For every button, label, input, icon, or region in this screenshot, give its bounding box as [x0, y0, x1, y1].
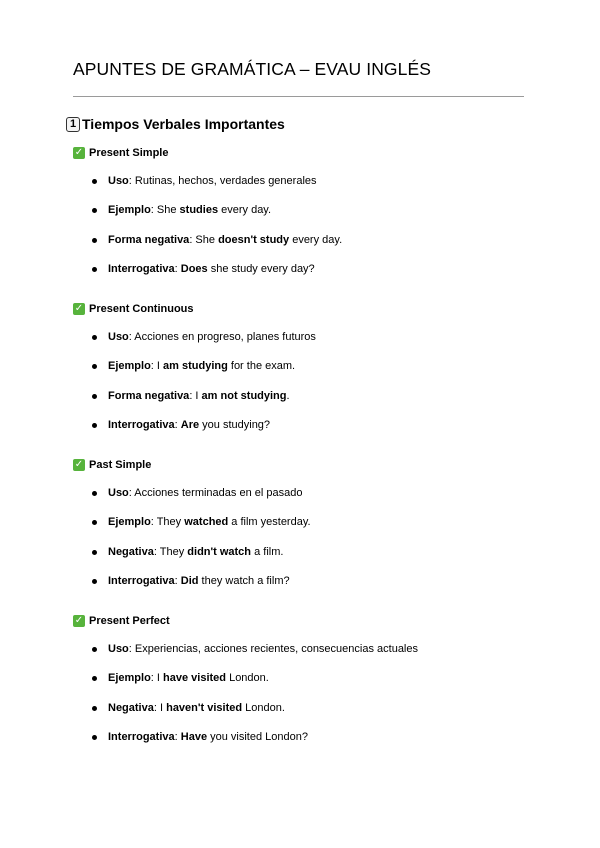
document-title: APUNTES DE GRAMÁTICA – EVAU INGLÉS	[73, 59, 432, 79]
tense-block	[73, 457, 543, 589]
item-label: Forma negativa	[108, 389, 190, 402]
item-text: you visited London?	[207, 730, 308, 743]
tense-heading	[73, 457, 543, 473]
item-text: for the exam.	[227, 360, 296, 373]
item-text: :	[174, 730, 181, 743]
item-label: Forma negativa	[108, 233, 190, 246]
list-item	[73, 485, 543, 501]
item-text: : They	[153, 545, 188, 558]
section-title: Tiempos Verbales Importantes	[82, 116, 285, 132]
bullet-list	[73, 329, 543, 433]
check-mark-icon: ✓	[74, 459, 84, 470]
item-text: : I	[150, 360, 164, 373]
bullet-dot-icon	[92, 706, 97, 711]
item-text: London.	[242, 701, 285, 714]
check-mark-icon: ✓	[74, 147, 84, 158]
bullet-dot-icon	[92, 491, 97, 496]
bullet-list	[73, 485, 543, 589]
item-text: : Acciones terminadas en el pasado	[128, 487, 303, 499]
list-item	[73, 417, 543, 433]
item-text: every day.	[289, 233, 343, 246]
item-label: Ejemplo	[108, 516, 151, 529]
bullet-dot-icon	[92, 179, 97, 184]
item-emphasis: doesn't study	[218, 233, 290, 246]
item-text: : I	[153, 701, 167, 714]
item-emphasis: have visited	[163, 672, 227, 685]
item-label: Interrogativa	[108, 262, 175, 275]
bullet-dot-icon	[92, 423, 97, 428]
item-text: London.	[226, 672, 269, 685]
bullet-dot-icon	[92, 238, 97, 243]
tense-heading	[73, 613, 543, 629]
bullet-dot-icon	[92, 550, 97, 555]
item-text: every day.	[218, 204, 272, 217]
list-item	[73, 388, 543, 404]
item-emphasis: studies	[179, 204, 219, 217]
item-emphasis: haven't visited	[166, 701, 243, 714]
item-label: Interrogativa	[108, 730, 175, 743]
tense-name: Present Perfect	[89, 615, 170, 627]
list-item	[73, 173, 543, 189]
item-label: Negativa	[108, 545, 154, 558]
list-item	[73, 261, 543, 277]
bullet-list	[73, 641, 543, 745]
item-label: Ejemplo	[108, 360, 151, 373]
tense-heading	[73, 145, 543, 161]
item-text: a film.	[251, 545, 284, 558]
list-item	[73, 573, 543, 589]
bullet-dot-icon	[92, 735, 97, 740]
list-item	[73, 544, 543, 560]
bullet-dot-icon	[92, 208, 97, 213]
list-item	[73, 729, 543, 745]
tense-block	[73, 145, 543, 277]
bullet-dot-icon	[92, 335, 97, 340]
keycap-number-icon: 1	[66, 117, 80, 132]
bullet-dot-icon	[92, 520, 97, 525]
bullet-dot-icon	[92, 394, 97, 399]
item-emphasis: Have	[180, 730, 208, 743]
item-emphasis: Are	[180, 418, 200, 431]
list-item	[73, 670, 543, 686]
bullet-dot-icon	[92, 364, 97, 369]
bullet-dot-icon	[92, 579, 97, 584]
bullet-dot-icon	[92, 676, 97, 681]
item-text: a film yesterday.	[228, 516, 311, 529]
list-item	[73, 514, 543, 530]
section-heading	[66, 116, 285, 132]
item-emphasis: didn't watch	[187, 545, 252, 558]
bullet-list	[73, 173, 543, 277]
item-emphasis: watched	[184, 516, 229, 529]
list-item	[73, 700, 543, 716]
item-text: she study every day?	[207, 262, 315, 275]
list-item	[73, 358, 543, 374]
tense-name: Present Continuous	[89, 303, 194, 315]
item-text: : Acciones en progreso, planes futuros	[128, 331, 316, 343]
item-text: : I	[150, 672, 164, 685]
tense-name: Present Simple	[89, 147, 169, 159]
list-item	[73, 202, 543, 218]
bullet-dot-icon	[92, 267, 97, 272]
list-item	[73, 232, 543, 248]
item-label: Interrogativa	[108, 418, 175, 431]
tense-name: Past Simple	[89, 459, 152, 471]
item-text: : I	[189, 389, 202, 402]
item-label: Interrogativa	[108, 574, 175, 587]
list-item	[73, 641, 543, 657]
item-label: Ejemplo	[108, 672, 151, 685]
item-label: Ejemplo	[108, 204, 151, 217]
item-text: : She	[189, 233, 219, 246]
item-label: Negativa	[108, 701, 154, 714]
item-text: :	[174, 262, 181, 275]
tense-block	[73, 613, 543, 745]
item-text: : Experiencias, acciones recientes, consecuencias actuales	[128, 643, 418, 655]
item-text: :	[174, 574, 181, 587]
list-item	[73, 329, 543, 345]
title-divider	[73, 96, 524, 97]
item-label: Uso	[108, 487, 129, 499]
item-emphasis: am not studying	[201, 389, 287, 402]
item-text: you studying?	[199, 418, 271, 431]
item-text: : They	[150, 516, 185, 529]
item-emphasis: Did	[180, 574, 199, 587]
check-mark-icon: ✓	[74, 615, 84, 626]
item-emphasis: Does	[180, 262, 208, 275]
tense-heading	[73, 301, 543, 317]
item-text: :	[174, 418, 181, 431]
tense-block	[73, 301, 543, 433]
item-emphasis: am studying	[163, 360, 228, 373]
item-text: they watch a film?	[198, 574, 290, 587]
bullet-dot-icon	[92, 647, 97, 652]
item-text: : She	[150, 204, 180, 217]
item-text: .	[286, 389, 290, 402]
item-label: Uso	[108, 175, 129, 187]
check-mark-icon: ✓	[74, 303, 84, 314]
item-text: : Rutinas, hechos, verdades generales	[128, 175, 317, 187]
item-label: Uso	[108, 643, 129, 655]
item-label: Uso	[108, 331, 129, 343]
